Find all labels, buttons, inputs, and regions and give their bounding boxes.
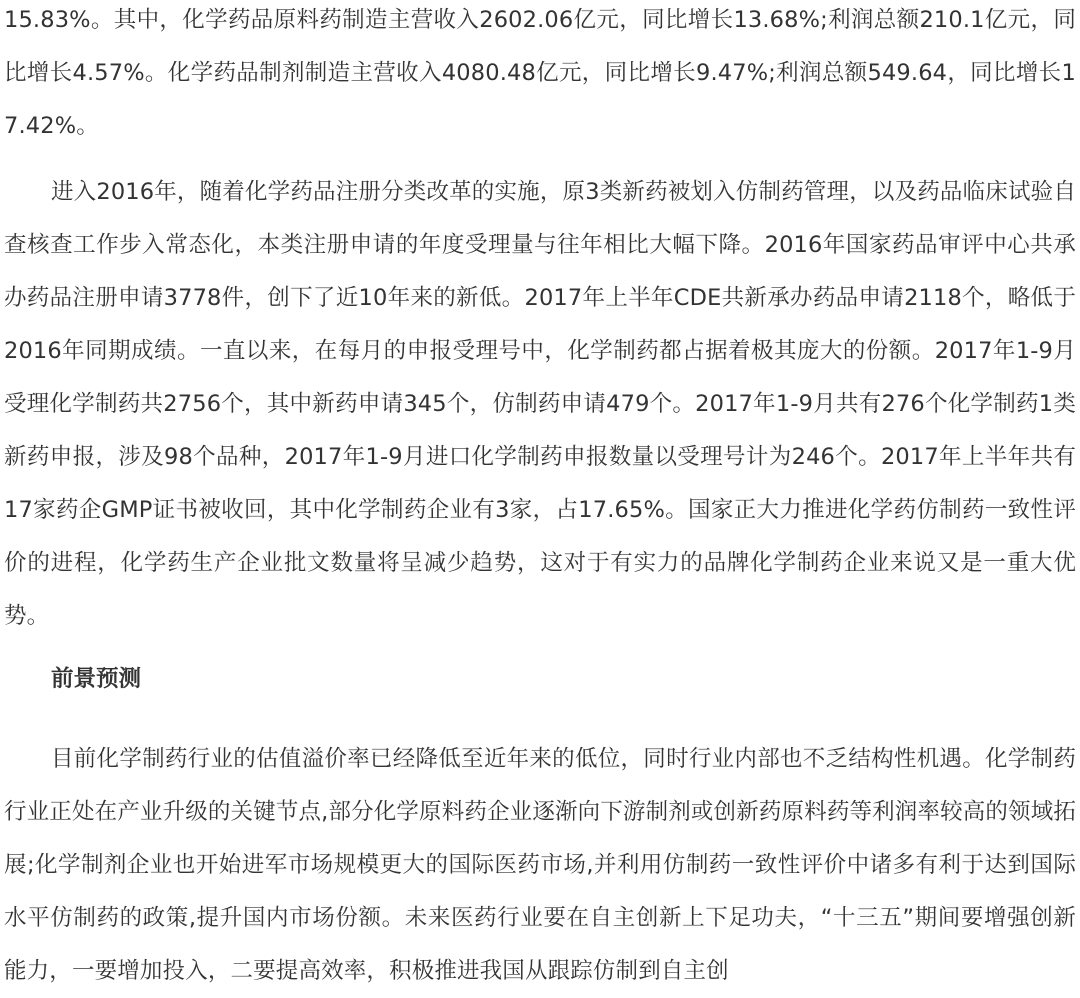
- section-heading-outlook: 前景预测: [51, 666, 142, 692]
- paragraph-registration-reform: 进入2016年，随着化学药品注册分类改革的实施，原3类新药被划入仿制药管理，以及药品临床试验自查核查工作步入常态化，本类注册申请的年度受理量与往年相比大幅下降。2016年国家药品审评中心共承办药品注册申请3778件，创下了近10年来的新低。2017年上半年CDE共新承办药品申请2118个，略低于2016年同期成绩。一直以来，在每月的申报受理号中，化学制药都占据着极其庞大的份额。2017年1-9月受理化学制药共2756个，其中新药申请345个，仿制药申请479个。2017年1-9月共有276个化学制药1类新药申报，涉及98个品种，2017年1-9月进口化学制药申报数量以受理号计为246个。2017年上半年共有17家药企GMP证书被收回，其中化学制药企业有3家，占17.65%。国家正大力推进化学药仿制药一致性评价的进程，化学药生产企业批文数量将呈减少趋势，这对于有实力的品牌化学制药企业来说又是一重大优势。: [4, 179, 1076, 629]
- paragraph-revenue-stats: 15.83%。其中，化学药品原料药制造主营收入2602.06亿元，同比增长13.68%;利润总额210.1亿元，同比增长4.57%。化学药品制剂制造主营收入4080.48亿元，同比增长9.47%;利润总额549.64，同比增长17.42%。: [4, 7, 1076, 139]
- paragraph-outlook: 目前化学制药行业的估值溢价率已经降低至近年来的低位，同时行业内部也不乏结构性机遇。化学制药行业正处在产业升级的关键节点,部分化学原料药企业逐渐向下游制剂或创新药原料药等利润率较高的领域拓展;化学制剂企业也开始进军市场规模更大的国际医药市场,并利用仿制药一致性评价中诸多有利于达到国际水平仿制药的政策,提升国内市场份额。未来医药行业要在自主创新上下足功夫，“十三五”期间要增强创新能力，一要增加投入，二要提高效率，积极推进我国从跟踪仿制到自主创: [4, 746, 1076, 984]
